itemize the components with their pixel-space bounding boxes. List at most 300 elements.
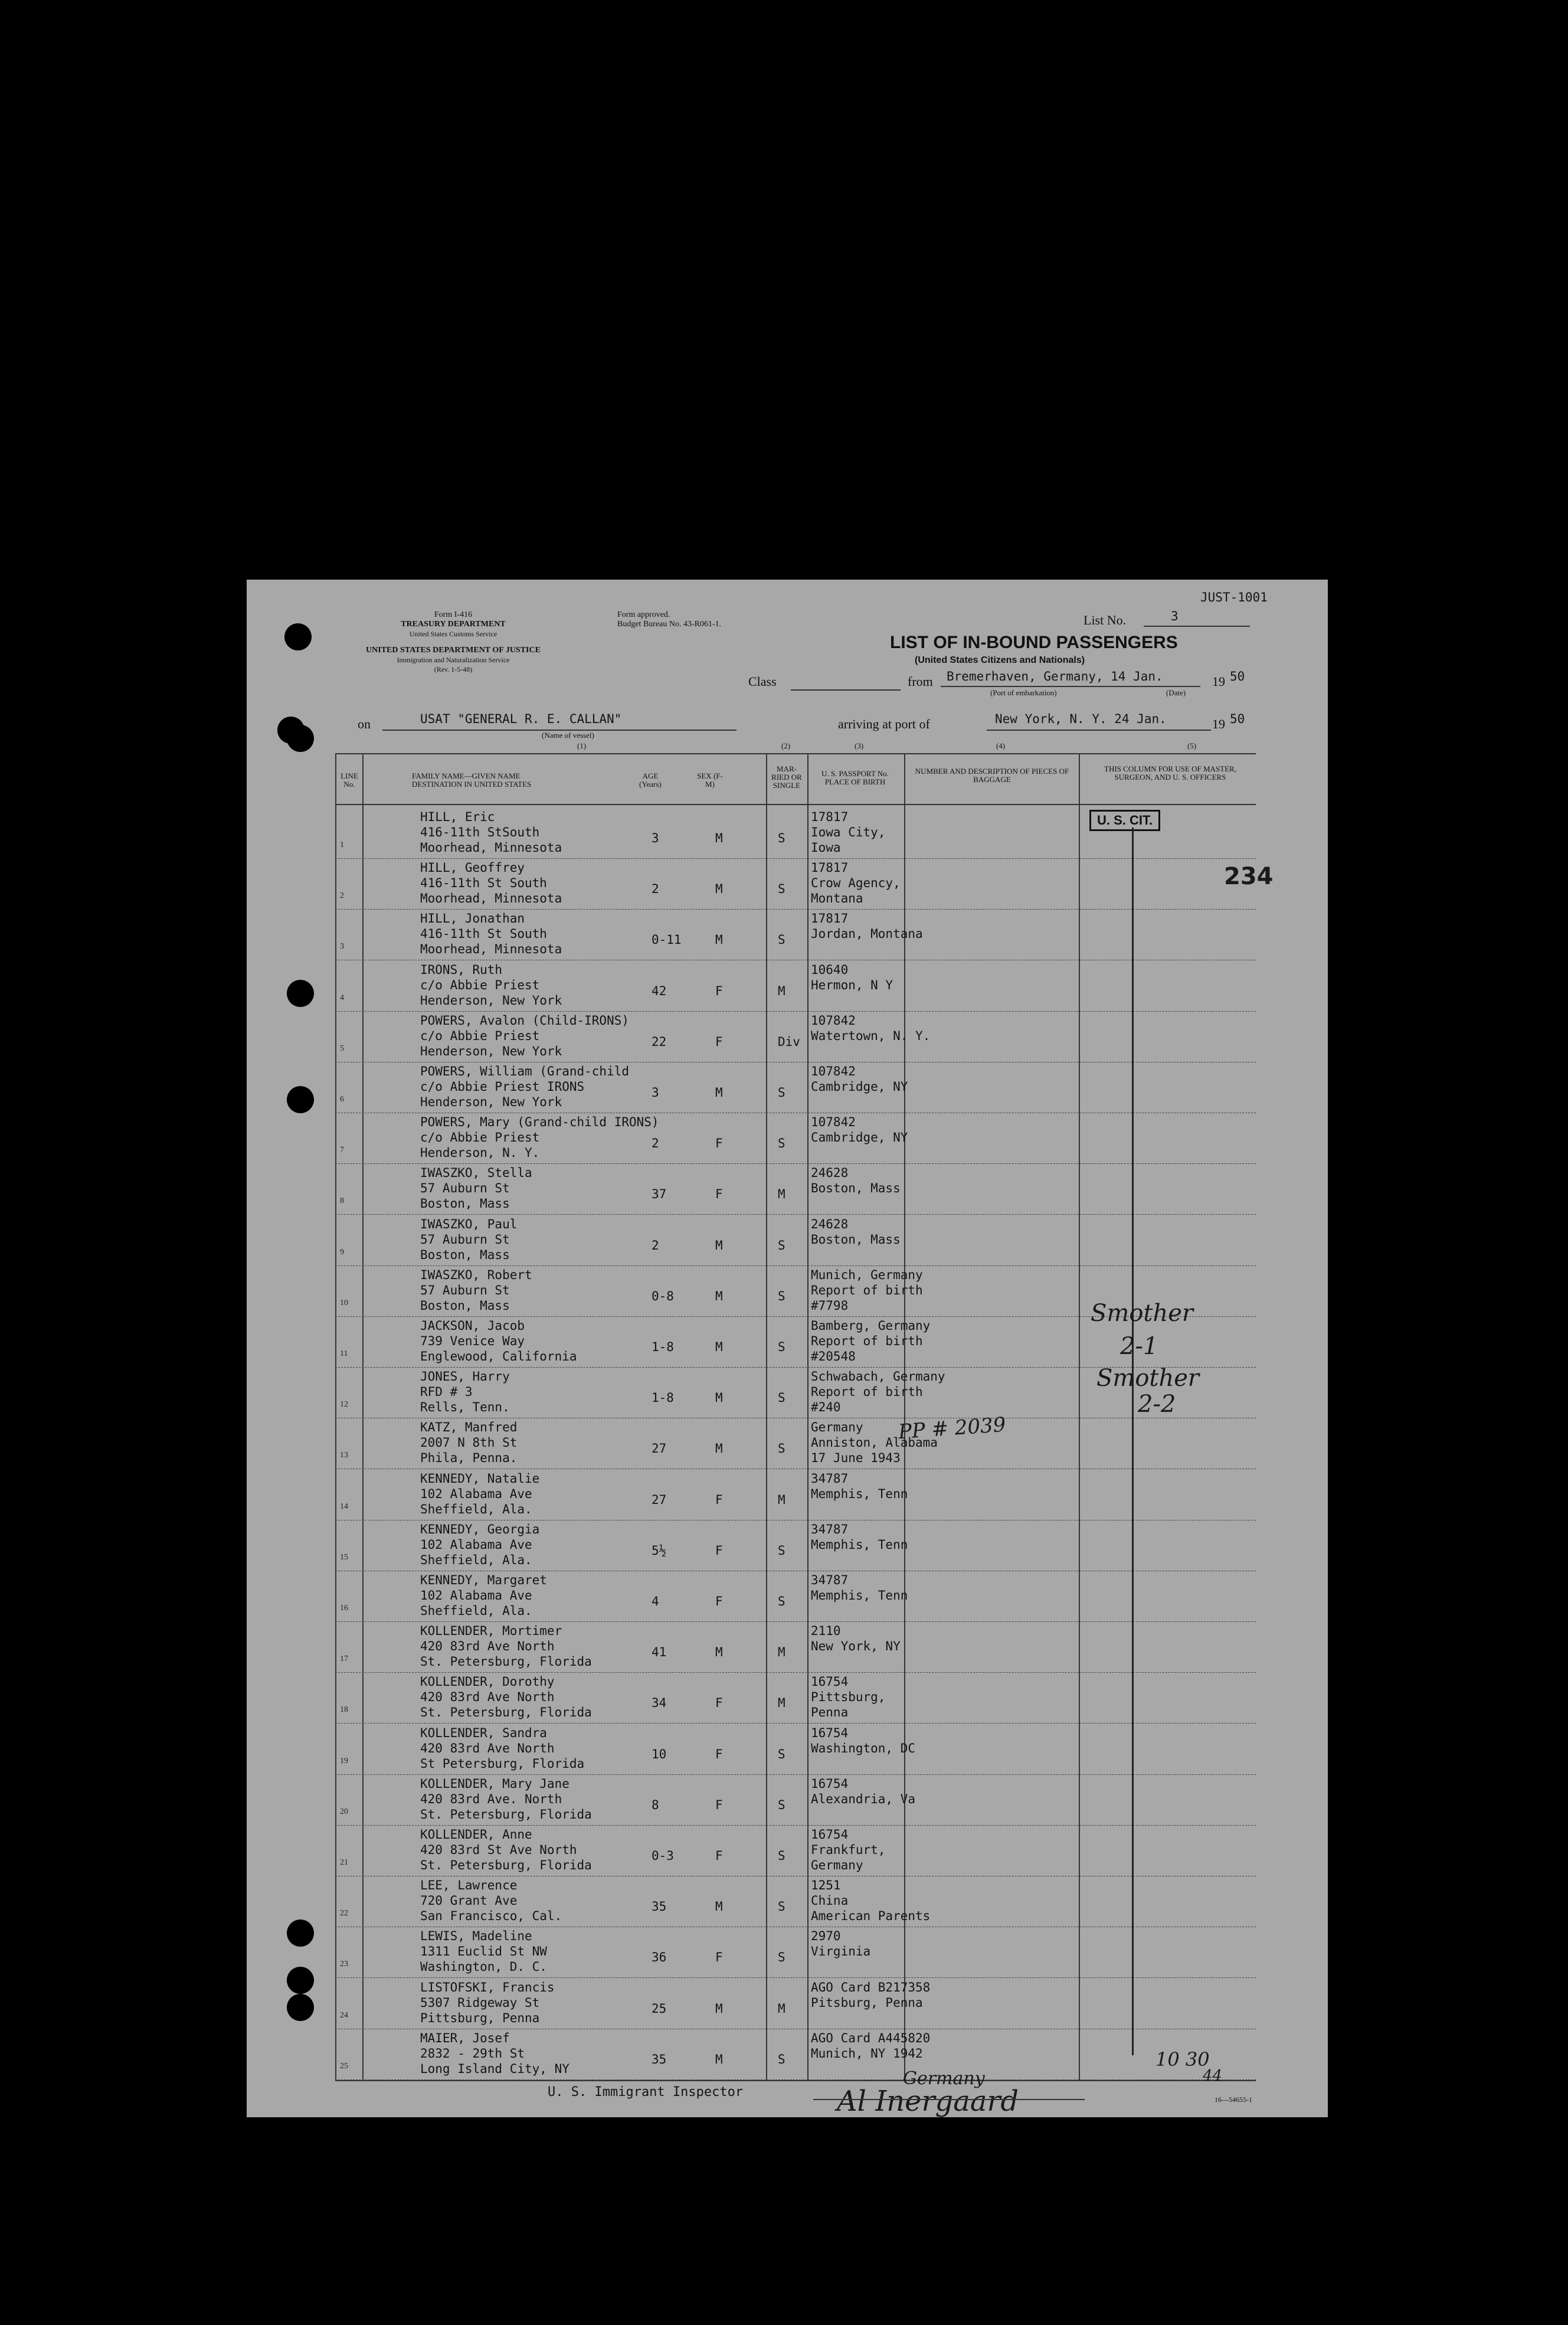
passenger-marital-status: S	[778, 1441, 785, 1456]
row-divider	[335, 1672, 1256, 1673]
passenger-name-line: 57 Auburn St	[420, 1181, 510, 1195]
column-header-officers: THIS COLUMN FOR USE OF MASTER, SURGEON, AND U. S. OFFICERS	[1104, 764, 1236, 781]
passenger-name-line: 416-11th St South	[420, 927, 547, 941]
passenger-age: 0-11	[652, 933, 682, 947]
passport-handwritten-note: PP # 2039	[897, 1412, 1007, 1444]
passenger-sex: F	[715, 1696, 723, 1710]
passenger-name-line: KOLLENDER, Mortimer	[420, 1624, 562, 1638]
passenger-sex: F	[715, 984, 723, 998]
binder-hole	[287, 725, 314, 752]
passenger-name-line: Henderson, N. Y.	[420, 1146, 540, 1160]
arrival-year: 50	[1230, 712, 1245, 726]
passenger-marital-status: S	[778, 1594, 785, 1608]
passenger-name-line: IRONS, Ruth	[420, 963, 503, 977]
passport-birthplace-line: Memphis, Tenn	[811, 1588, 908, 1603]
passenger-marital-status: M	[778, 1645, 785, 1659]
passenger-name-line: Boston, Mass	[420, 1248, 510, 1262]
passenger-age: 42	[652, 984, 667, 998]
passenger-sex: M	[715, 2052, 723, 2066]
passport-birthplace-line: 2970	[811, 1929, 841, 1943]
passport-birthplace-line: Report of birth	[811, 1334, 923, 1348]
passenger-marital-status: S	[778, 1544, 785, 1558]
passport-birthplace-line: AGO Card B217358	[811, 1980, 931, 1994]
passport-birthplace-line: Jordan, Montana	[811, 927, 923, 941]
passenger-name-line: HILL, Jonathan	[420, 911, 525, 926]
passenger-name-line: c/o Abbie Priest	[420, 1029, 540, 1043]
column-number-2: (2)	[781, 741, 791, 750]
passport-birthplace-line: Cambridge, NY	[811, 1130, 908, 1144]
passenger-age: 27	[652, 1441, 667, 1456]
table-row	[247, 963, 1328, 1012]
passenger-sex: M	[715, 2002, 723, 2016]
column-header-baggage: NUMBER AND DESCRIPTION OF PIECES OF BAGGAGE	[915, 767, 1069, 784]
passenger-age: 0-3	[652, 1849, 674, 1863]
passenger-name-line: 420 83rd Ave North	[420, 1690, 555, 1704]
passport-birthplace-line: #20548	[811, 1349, 856, 1363]
port-embarkation-caption: (Port of embarkation)	[990, 688, 1057, 697]
margin-note-4: 2-2	[1138, 1391, 1176, 1418]
passport-birthplace-line: 1251	[811, 1878, 841, 1892]
row-line-number: 3	[340, 942, 344, 951]
list-number-label: List No.	[1083, 613, 1127, 627]
us-citizen-stamp: U. S. CIT.	[1089, 810, 1160, 831]
passport-birthplace-line: 24628	[811, 1166, 849, 1180]
passenger-name-line: Rells, Tenn.	[420, 1400, 510, 1414]
passenger-name-line: Boston, Mass	[420, 1196, 510, 1211]
passenger-age: 27	[652, 1493, 667, 1507]
table-row	[247, 861, 1328, 910]
passenger-age: 25	[652, 2002, 667, 2016]
table-row	[247, 1980, 1328, 2030]
table-row	[247, 1420, 1328, 1470]
passenger-name-line: 739 Venice Way	[420, 1334, 525, 1348]
passport-birthplace-line: 17817	[811, 810, 849, 824]
passport-birthplace-line: Munich, NY 1942	[811, 2046, 923, 2061]
table-row	[247, 810, 1328, 859]
row-line-number: 16	[340, 1604, 348, 1613]
passport-birthplace-line: Hermon, N Y	[811, 978, 893, 992]
passenger-name-line: 102 Alabama Ave	[420, 1588, 532, 1603]
passenger-sex: F	[715, 1747, 723, 1761]
class-label: Class	[748, 674, 777, 689]
column-header-married: MAR-RIED OR SINGLE	[771, 764, 802, 790]
passenger-name-line: Henderson, New York	[420, 993, 562, 1008]
passenger-marital-status: M	[778, 2002, 785, 2016]
passenger-name-line: 57 Auburn St	[420, 1283, 510, 1297]
passenger-age: 2	[652, 1238, 659, 1253]
row-line-number: 24	[340, 2011, 348, 2020]
passenger-sex: M	[715, 1899, 723, 1914]
passport-birthplace-line: 16754	[811, 1726, 849, 1740]
passport-birthplace-line: Munich, Germany	[811, 1268, 923, 1282]
passenger-age: 5½	[652, 1544, 667, 1558]
page-title: LIST OF IN-BOUND PASSENGERS	[890, 633, 1178, 652]
signature-line	[813, 2099, 1085, 2100]
passenger-age: 35	[652, 1899, 667, 1914]
passport-birthplace-line: Bamberg, Germany	[811, 1319, 931, 1333]
ins-text: Immigration and Naturalization Service	[397, 656, 510, 664]
passenger-name-line: Moorhead, Minnesota	[420, 942, 562, 956]
passenger-name-line: 720 Grant Ave	[420, 1894, 518, 1908]
passenger-age: 35	[652, 2052, 667, 2066]
passport-birthplace-line: 34787	[811, 1522, 849, 1536]
passenger-name-line: POWERS, Mary (Grand-child IRONS)	[420, 1115, 659, 1129]
passenger-sex: M	[715, 1289, 723, 1303]
table-row	[247, 1624, 1328, 1673]
column-number-1: (1)	[577, 741, 587, 750]
table-row	[247, 1675, 1328, 1724]
passport-birthplace-line: Pitsburg, Penna	[811, 1996, 923, 2010]
table-row	[247, 1573, 1328, 1623]
passport-birthplace-line: 17 June 1943	[811, 1451, 901, 1465]
passenger-age: 1-8	[652, 1340, 674, 1354]
passport-birthplace-line: 107842	[811, 1013, 856, 1028]
approval-block	[617, 610, 794, 629]
passport-birthplace-line: #240	[811, 1400, 841, 1414]
passport-birthplace-line: 17817	[811, 861, 849, 875]
passport-birthplace-line: 34787	[811, 1471, 849, 1486]
budget-text: Budget Bureau No. 43-R061-1.	[617, 620, 722, 629]
row-line-number: 18	[340, 1705, 348, 1714]
passport-birthplace-line: New York, NY	[811, 1639, 901, 1653]
column-number-3: (3)	[855, 741, 864, 750]
passenger-name-line: JONES, Harry	[420, 1369, 510, 1384]
passenger-name-line: RFD # 3	[420, 1385, 473, 1399]
passport-birthplace-line: Schwabach, Germany	[811, 1369, 945, 1384]
passenger-sex: F	[715, 1594, 723, 1608]
passenger-age: 22	[652, 1035, 667, 1049]
passenger-name-line: KOLLENDER, Dorothy	[420, 1675, 555, 1689]
arrival-year-prefix: 19	[1212, 717, 1225, 731]
row-line-number: 13	[340, 1451, 348, 1460]
passenger-name-line: Moorhead, Minnesota	[420, 891, 562, 905]
passenger-name-line: LEE, Lawrence	[420, 1878, 518, 1892]
table-row	[247, 1827, 1328, 1877]
passenger-name-line: Henderson, New York	[420, 1044, 562, 1058]
passenger-name-line: 2007 N 8th St	[420, 1435, 518, 1450]
passenger-marital-status: S	[778, 1340, 785, 1354]
passenger-name-line: 420 83rd Ave North	[420, 1741, 555, 1755]
passport-birthplace-line: Alexandria, Va	[811, 1792, 916, 1806]
passenger-marital-status: S	[778, 1899, 785, 1914]
passenger-marital-status: S	[778, 1289, 785, 1303]
row-divider	[335, 1011, 1256, 1012]
arriving-label: arriving at port of	[838, 717, 930, 731]
table-top-rule	[335, 753, 1256, 754]
row-line-number: 5	[340, 1044, 344, 1053]
passenger-name-line: Pittsburg, Penna	[420, 2011, 540, 2025]
passenger-marital-status: S	[778, 1391, 785, 1405]
approved-text: Form approved.	[617, 610, 670, 619]
passport-birthplace-line: #7798	[811, 1299, 849, 1313]
passport-birthplace-line: 2110	[811, 1624, 841, 1638]
passenger-age: 36	[652, 1950, 667, 1964]
passenger-sex: F	[715, 1493, 723, 1507]
passenger-marital-status: S	[778, 1849, 785, 1863]
passport-birthplace-line: 16754	[811, 1675, 849, 1689]
passenger-name-line: KENNEDY, Natalie	[420, 1471, 540, 1486]
vessel-caption: (Name of vessel)	[542, 731, 594, 740]
passenger-marital-status: S	[778, 933, 785, 947]
passenger-marital-status: S	[778, 1238, 785, 1253]
row-divider	[335, 1163, 1256, 1164]
passport-birthplace-line: 107842	[811, 1064, 856, 1078]
row-line-number: 23	[340, 1960, 348, 1968]
port-of-embarkation: Bremerhaven, Germany, 14 Jan.	[947, 669, 1163, 684]
passenger-name-line: IWASZKO, Robert	[420, 1268, 532, 1282]
passenger-count: 234	[1224, 863, 1274, 890]
fraction-note-top: 10 30	[1155, 2048, 1210, 2071]
passport-birthplace-line: Virginia	[811, 1944, 871, 1958]
passenger-name-line: 57 Auburn St	[420, 1232, 510, 1247]
row-divider	[335, 1621, 1256, 1622]
row-line-number: 6	[340, 1095, 344, 1104]
passenger-name-line: Washington, D. C.	[420, 1960, 547, 1974]
inspector-label: U. S. Immigrant Inspector	[548, 2085, 744, 2100]
row-line-number: 1	[340, 841, 344, 849]
passenger-name-line: c/o Abbie Priest	[420, 1130, 540, 1144]
justice-block	[347, 646, 559, 674]
passenger-name-line: POWERS, William (Grand-child	[420, 1064, 630, 1078]
row-divider	[335, 1723, 1256, 1724]
passenger-marital-status: M	[778, 1493, 785, 1507]
passenger-marital-status: M	[778, 1696, 785, 1710]
passport-birthplace-line: 16754	[811, 1777, 849, 1791]
passenger-name-line: San Francisco, Cal.	[420, 1909, 562, 1923]
passport-birthplace-line: Washington, DC	[811, 1741, 916, 1755]
passenger-name-line: KOLLENDER, Sandra	[420, 1726, 547, 1740]
table-row	[247, 1726, 1328, 1775]
passenger-sex: M	[715, 1340, 723, 1354]
from-year: 50	[1230, 669, 1245, 684]
margin-note-2: 2-1	[1120, 1333, 1158, 1360]
department-text: TREASURY DEPARTMENT	[401, 620, 506, 629]
passenger-sex: F	[715, 1950, 723, 1964]
passenger-name-line: c/o Abbie Priest	[420, 978, 540, 992]
passenger-sex: M	[715, 882, 723, 896]
row-divider	[335, 1265, 1256, 1266]
passenger-name-line: HILL, Geoffrey	[420, 861, 525, 875]
fraction-note-bottom: 44	[1203, 2067, 1223, 2085]
passenger-name-line: HILL, Eric	[420, 810, 495, 824]
justice-text: UNITED STATES DEPARTMENT OF JUSTICE	[366, 646, 541, 655]
column-header-line: LINE No.	[341, 771, 358, 789]
row-line-number: 14	[340, 1502, 348, 1511]
passport-birthplace-line: Cambridge, NY	[811, 1080, 908, 1094]
passenger-name-line: Sheffield, Ala.	[420, 1502, 532, 1516]
passenger-name-line: Sheffield, Ala.	[420, 1553, 532, 1567]
passenger-marital-status: S	[778, 1950, 785, 1964]
passenger-name-line: 2832 - 29th St	[420, 2046, 525, 2061]
row-line-number: 11	[340, 1349, 348, 1358]
margin-note-3: Smother	[1096, 1365, 1200, 1392]
passenger-name-line: 102 Alabama Ave	[420, 1538, 532, 1552]
column-header-age: AGE (Years)	[639, 771, 662, 789]
row-divider	[335, 1977, 1256, 1978]
passport-birthplace-line: Iowa City,	[811, 825, 886, 839]
passenger-name-line: 1311 Euclid St NW	[420, 1944, 547, 1958]
passport-birthplace-line: American Parents	[811, 1909, 931, 1923]
revision-text: (Rev. 1-5-48)	[434, 665, 473, 673]
passenger-marital-status: M	[778, 1187, 785, 1201]
binder-hole	[284, 623, 312, 650]
row-divider	[335, 909, 1256, 910]
passenger-name-line: 420 83rd Ave North	[420, 1639, 555, 1653]
header-bottom-rule	[335, 804, 1256, 805]
passenger-age: 4	[652, 1594, 659, 1608]
passenger-name-line: 420 83rd St Ave North	[420, 1843, 577, 1857]
passenger-age: 37	[652, 1187, 667, 1201]
passenger-sex: M	[715, 1441, 723, 1456]
list-number-underline	[1144, 626, 1250, 627]
inspector-signature: Al Inergaard	[837, 2085, 1019, 2118]
passenger-name-line: 102 Alabama Ave	[420, 1487, 532, 1501]
passenger-name-line: 416-11th StSouth	[420, 825, 540, 839]
row-line-number: 9	[340, 1248, 344, 1257]
vessel-name: USAT "GENERAL R. E. CALLAN"	[420, 712, 622, 726]
passenger-name-line: St. Petersburg, Florida	[420, 1858, 592, 1872]
on-label: on	[358, 717, 371, 731]
passenger-age: 3	[652, 831, 659, 845]
passenger-age: 8	[652, 1798, 659, 1812]
passenger-sex: M	[715, 1238, 723, 1253]
passenger-name-line: Long Island City, NY	[420, 2062, 569, 2076]
table-row	[247, 1013, 1328, 1063]
passenger-name-line: IWASZKO, Paul	[420, 1217, 518, 1231]
passenger-name-line: Boston, Mass	[420, 1299, 510, 1313]
passenger-sex: M	[715, 1391, 723, 1405]
officer-bracket-line	[1132, 828, 1134, 2055]
passenger-name-line: JACKSON, Jacob	[420, 1319, 525, 1333]
passenger-marital-status: S	[778, 1747, 785, 1761]
table-row	[247, 1471, 1328, 1521]
passenger-age: 10	[652, 1747, 667, 1761]
passenger-name-line: KATZ, Manfred	[420, 1420, 518, 1434]
passenger-name-line: 420 83rd Ave. North	[420, 1792, 562, 1806]
row-line-number: 21	[340, 1858, 348, 1867]
passenger-age: 41	[652, 1645, 667, 1659]
passenger-marital-status: Div	[778, 1035, 800, 1049]
margin-note-1: Smother	[1091, 1300, 1194, 1327]
passenger-marital-status: S	[778, 882, 785, 896]
passenger-sex: F	[715, 1035, 723, 1049]
form-number	[365, 610, 542, 639]
passenger-marital-status: S	[778, 1085, 785, 1100]
page-subtitle: (United States Citizens and Nationals)	[915, 655, 1085, 665]
passenger-name-line: Henderson, New York	[420, 1095, 562, 1109]
reference-number: JUST-1001	[1200, 590, 1268, 604]
birthplace-handwritten: Germany	[903, 2068, 985, 2089]
passport-birthplace-line: Watertown, N. Y.	[811, 1029, 931, 1043]
table-row	[247, 911, 1328, 961]
passenger-sex: M	[715, 831, 723, 845]
arrival-port-date: New York, N. Y. 24 Jan.	[995, 712, 1167, 726]
passenger-marital-status: S	[778, 831, 785, 845]
passenger-name-line: POWERS, Avalon (Child-IRONS)	[420, 1013, 630, 1028]
row-line-number: 2	[340, 891, 344, 900]
row-divider	[335, 1825, 1256, 1826]
passenger-name-line: KENNEDY, Margaret	[420, 1573, 547, 1587]
passport-birthplace-line: 17817	[811, 911, 849, 926]
row-line-number: 19	[340, 1757, 348, 1765]
passport-birthplace-line: AGO Card A445820	[811, 2031, 931, 2045]
passport-birthplace-line: Boston, Mass	[811, 1232, 901, 1247]
passport-birthplace-line: Iowa	[811, 841, 841, 855]
row-line-number: 15	[340, 1553, 348, 1562]
form-number-text: Form I-416	[434, 610, 473, 619]
table-row	[247, 1522, 1328, 1572]
passport-birthplace-line: Germany	[811, 1420, 863, 1434]
customs-text: United States Customs Service	[409, 630, 497, 638]
list-number-value: 3	[1171, 609, 1179, 623]
passport-birthplace-line: Anniston, Alabama	[811, 1435, 938, 1450]
passenger-name-line: LEWIS, Madeline	[420, 1929, 532, 1943]
table-row	[247, 1064, 1328, 1114]
row-divider	[335, 2079, 1256, 2080]
row-line-number: 25	[340, 2062, 348, 2071]
passenger-age: 2	[652, 1136, 659, 1150]
column-header-name: FAMILY NAME—GIVEN NAME DESTINATION IN UNITED STATES	[412, 771, 532, 789]
passport-birthplace-line: Montana	[811, 891, 863, 905]
table-row	[247, 1217, 1328, 1267]
passport-birthplace-line: Memphis, Tenn	[811, 1538, 908, 1552]
passenger-age: 3	[652, 1085, 659, 1100]
passport-birthplace-line: Penna	[811, 1705, 849, 1719]
passport-birthplace-line: Boston, Mass	[811, 1181, 901, 1195]
from-year-prefix: 19	[1212, 674, 1225, 689]
arrival-underline	[987, 730, 1211, 731]
class-underline	[791, 689, 901, 691]
passenger-age: 1-8	[652, 1391, 674, 1405]
passenger-name-line: 416-11th St South	[420, 876, 547, 890]
passenger-name-line: 5307 Ridgeway St	[420, 1996, 540, 2010]
from-label: from	[908, 674, 933, 689]
passenger-name-line: Phila, Penna.	[420, 1451, 518, 1465]
passenger-name-line: St. Petersburg, Florida	[420, 1705, 592, 1719]
table-row	[247, 1929, 1328, 1979]
passport-birthplace-line: Germany	[811, 1858, 863, 1872]
passenger-name-line: Sheffield, Ala.	[420, 1604, 532, 1618]
passenger-name-line: IWASZKO, Stella	[420, 1166, 532, 1180]
passenger-sex: M	[715, 933, 723, 947]
passenger-name-line: KOLLENDER, Anne	[420, 1827, 532, 1842]
passport-birthplace-line: 16754	[811, 1827, 849, 1842]
passport-birthplace-line: Frankfurt,	[811, 1843, 886, 1857]
passenger-name-line: Moorhead, Minnesota	[420, 841, 562, 855]
passenger-name-line: KENNEDY, Georgia	[420, 1522, 540, 1536]
manifest-sheet	[247, 580, 1328, 2117]
passport-birthplace-line: 34787	[811, 1573, 849, 1587]
passenger-sex: M	[715, 1645, 723, 1659]
passport-birthplace-line: Report of birth	[811, 1385, 923, 1399]
row-line-number: 8	[340, 1196, 344, 1205]
table-row	[247, 1115, 1328, 1165]
passenger-marital-status: M	[778, 984, 785, 998]
row-line-number: 17	[340, 1654, 348, 1663]
table-row	[247, 1166, 1328, 1215]
table-row	[247, 1878, 1328, 1928]
passenger-sex: F	[715, 1136, 723, 1150]
column-number-4: (4)	[996, 741, 1006, 750]
row-divider	[335, 1774, 1256, 1775]
passport-birthplace-line: 10640	[811, 963, 849, 977]
row-line-number: 12	[340, 1400, 348, 1409]
row-line-number: 22	[340, 1909, 348, 1918]
passenger-name-line: St Petersburg, Florida	[420, 1757, 585, 1771]
passenger-sex: F	[715, 1798, 723, 1812]
passenger-sex: F	[715, 1187, 723, 1201]
passport-birthplace-line: Pittsburg,	[811, 1690, 886, 1704]
